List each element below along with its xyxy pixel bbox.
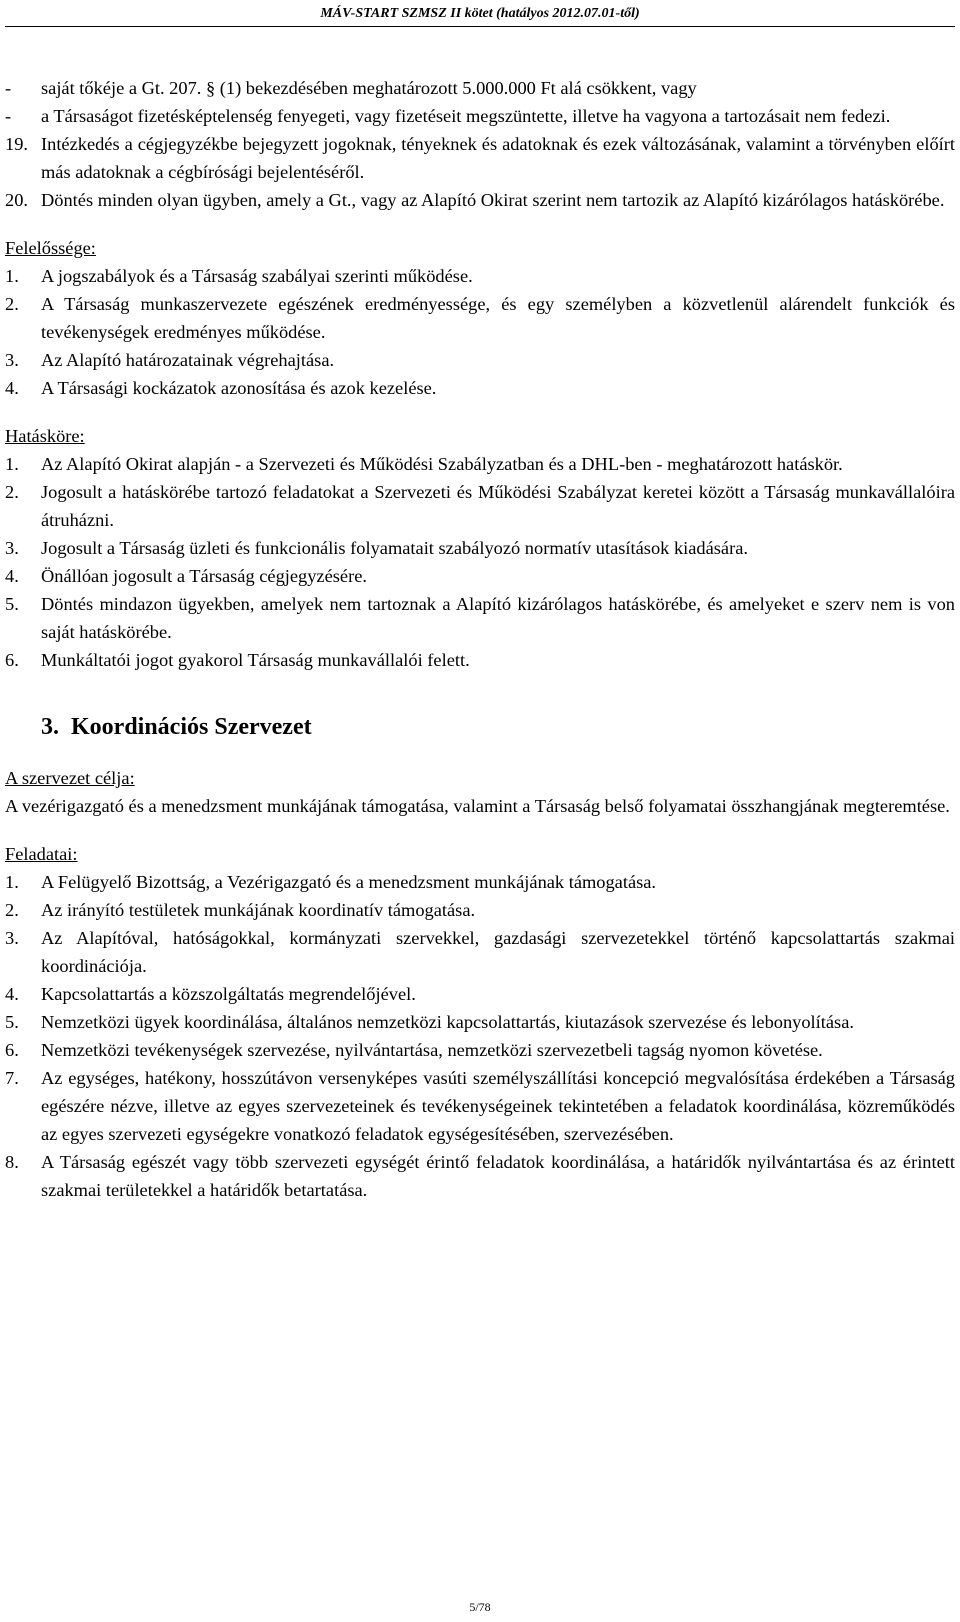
list-item: 1. Az Alapító Okirat alapján - a Szervezeti és Működési Szabályzatban és a DHL-ben - meghatározott hatáskör. — [5, 454, 843, 474]
page-header: MÁV-START SZMSZ II kötet (hatályos 2012.07.01-től) — [320, 6, 640, 21]
list-item: 2. Jogosult a hatáskörébe tartozó feladatokat a Szervezeti és Működési Szabályzat keretei között a Társaság munkavállalóira átruházni. — [5, 482, 955, 530]
hataskore-heading: Hatásköre: — [5, 426, 85, 446]
list-item: 2. Az irányító testületek munkájának koordinatív támogatása. — [5, 900, 476, 920]
celja-heading: A szervezet célja: — [5, 768, 135, 788]
page-number: 5/78 — [469, 1600, 491, 1614]
list-item: 4. Önállóan jogosult a Társaság cégjegyzésére. — [5, 566, 367, 586]
list-item: - a Társaságot fizetésképtelenség fenyegeti, vagy fizetéseit megszüntette, illetve ha vagyona a tartozásait nem fedezi. — [5, 106, 891, 126]
list-item: 6. Munkáltatói jogot gyakorol Társaság munkavállalói felett. — [5, 650, 470, 670]
hataskore-list — [5, 450, 955, 674]
list-item: 4. Kapcsolattartás a közszolgáltatás megrendelőjével. — [5, 984, 416, 1004]
list-item: 19. Intézkedés a cégjegyzékbe bejegyzett jogoknak, tényeknek és adatoknak és ezek változásának, valamint a törvényben előírt más adatoknak a cégbírósági bejelentéséről. — [5, 134, 955, 182]
feladatai-list — [5, 868, 955, 1204]
list-item: 8. A Társaság egészét vagy több szervezeti egységét érintő feladatok koordinálása, a határidők nyilvántartása és az érintett szakmai területekkel a határidők betartatása. — [5, 1152, 955, 1200]
list-item: 4. A Társasági kockázatok azonosítása és azok kezelése. — [5, 378, 437, 398]
list-item: 1. A jogszabályok és a Társaság szabályai szerinti működése. — [5, 266, 473, 286]
intro-list — [5, 74, 955, 214]
list-item: - saját tőkéje a Gt. 207. § (1) bekezdésében meghatározott 5.000.000 Ft alá csökkent, vagy — [5, 78, 697, 98]
list-item: 2. A Társaság munkaszervezete egészének eredményessége, és egy személyben a közvetlenül alárendelt funkciók és tevékenységek eredményes működése. — [5, 294, 955, 342]
list-item: 3. Az Alapítóval, hatóságokkal, kormányzati szervekkel, gazdasági szervezetekkel történő kapcsolattartás szakmai koordinációja. — [5, 928, 955, 976]
list-item: 5. Döntés mindazon ügyekben, amelyek nem tartoznak a Alapító kizárólagos hatáskörébe, és amelyeket e szerv nem is von saját hatáskörébe. — [5, 594, 955, 642]
feladatai-heading: Feladatai: — [5, 844, 78, 864]
list-item: 3. Jogosult a Társaság üzleti és funkcionális folyamatait szabályozó normatív utasítások kiadására. — [5, 538, 748, 558]
list-item: 7. Az egységes, hatékony, hosszútávon versenyképes vasúti személyszállítási koncepció megvalósítása érdekében a Társaság egészére nézve, illetve az egyes szervezeteinek és tevékenységeinek tekintetében a feladatok koordinálása, közreműködés az egyes szervezeti egységekre vonatkozó feladatok egységesítésében, szervezésében. — [5, 1068, 955, 1144]
felelossege-list — [5, 262, 955, 402]
header-divider — [5, 26, 955, 27]
document-body — [5, 74, 955, 1204]
list-item: 6. Nemzetközi tevékenységek szervezése, nyilvántartása, nemzetközi szervezetbeli tagság nyomon követése. — [5, 1040, 823, 1060]
celja-text: A vezérigazgató és a menedzsment munkájának támogatása, valamint a Társaság belső folyamatai összhangjának megteremtése. — [5, 796, 950, 816]
list-item: 20. Döntés minden olyan ügyben, amely a Gt., vagy az Alapító Okirat szerint nem tartozik az Alapító kizárólagos hatáskörébe. — [5, 190, 945, 210]
section-title: 3. Koordinációs Szervezet — [41, 714, 312, 740]
felelossege-heading: Felelőssége: — [5, 238, 96, 258]
list-item: 1. A Felügyelő Bizottság, a Vezérigazgató és a menedzsment munkájának támogatása. — [5, 872, 657, 892]
list-item: 3. Az Alapító határozatainak végrehajtása. — [5, 350, 335, 370]
list-item: 5. Nemzetközi ügyek koordinálása, általános nemzetközi kapcsolattartás, kiutazások szervezése és lebonyolítása. — [5, 1012, 854, 1032]
